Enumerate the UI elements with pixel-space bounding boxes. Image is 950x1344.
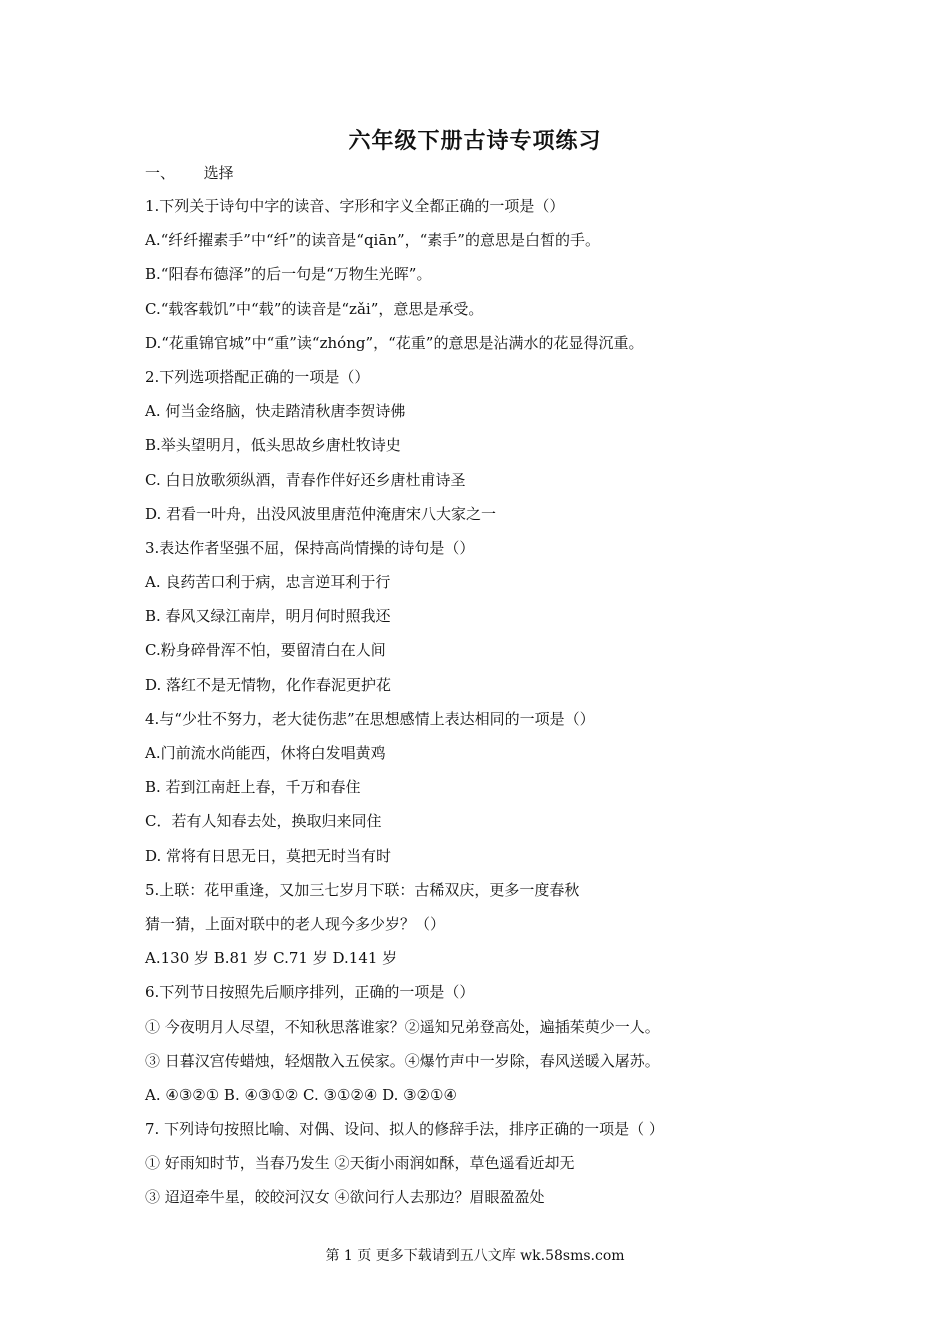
page-footer: 第 1 页 更多下载请到五八文库 wk.58sms.com xyxy=(325,1248,625,1264)
question-6-poems-3-4: ③ 日暮汉宫传蜡烛，轻烟散入五侯家。④爆竹声中一岁除，春风送暖入屠苏。 xyxy=(145,1051,660,1070)
question-2-option-d: D. 君看一叶舟，出没风波里唐范仲淹唐宋八大家之一 xyxy=(145,504,497,523)
page-title: 六年级下册古诗专项练习 xyxy=(348,128,602,154)
question-4-stem: 4.与“少壮不努力，老大徒伤悲”在思想感情上表达相同的一项是（） xyxy=(145,709,595,728)
question-2-option-a: A. 何当金络脑，快走踏清秋唐李贺诗佛 xyxy=(145,402,406,421)
question-3-option-b: B. 春风又绿江南岸，明月何时照我还 xyxy=(145,607,391,626)
question-3-option-c: C.粉身碎骨浑不怕，要留清白在人间 xyxy=(145,641,386,660)
question-6-poems-1-2: ① 今夜明月人尽望，不知秋思落谁家？②遥知兄弟登高处，遍插茱萸少一人。 xyxy=(145,1017,660,1036)
question-5-options: A.130 岁 B.81 岁 C.71 岁 D.141 岁 xyxy=(145,949,398,968)
question-5-prompt: 猜一猜，上面对联中的老人现今多少岁？（） xyxy=(145,914,446,933)
question-2-option-b: B.举头望明月，低头思故乡唐杜牧诗史 xyxy=(145,436,401,455)
question-1-option-a: A.“纤纤擢素手”中“纤”的读音是“qiān”，“素手”的意思是白皙的手。 xyxy=(145,231,600,250)
question-4-option-a: A.门前流水尚能西，休将白发唱黄鸡 xyxy=(145,744,386,762)
question-1-option-c: C.“载客载饥”中“载”的读音是“zǎi”，意思是承受。 xyxy=(145,299,484,318)
question-7-stem: 7. 下列诗句按照比喻、对偶、设问、拟人的修辞手法，排序正确的一项是（ ） xyxy=(145,1120,664,1139)
question-5-stem: 5.上联：花甲重逢，又加三七岁月下联：古稀双庆，更多一度春秋 xyxy=(145,880,580,899)
question-4-option-b: B. 若到江南赶上春，千万和春住 xyxy=(145,778,361,797)
question-6-stem: 6.下列节日按照先后顺序排列，正确的一项是（） xyxy=(145,983,475,1002)
section-heading: 一、 选择 xyxy=(145,164,234,182)
question-2-option-c: C. 白日放歌须纵酒，青春作伴好还乡唐杜甫诗圣 xyxy=(145,470,466,489)
question-4-option-c: C．若有人知春去处，换取归来同住 xyxy=(145,812,382,831)
question-1-option-d: D.“花重锦官城”中“重”读“zhóng”，“花重”的意思是沾满水的花显得沉重。 xyxy=(145,333,644,352)
question-list xyxy=(145,194,825,1220)
question-3-option-d: D. 落红不是无情物，化作春泥更护花 xyxy=(145,675,392,694)
question-1-stem: 1.下列关于诗句中字的读音、字形和字义全都正确的一项是（） xyxy=(145,197,565,215)
question-2-stem: 2.下列选项搭配正确的一项是（） xyxy=(145,367,370,386)
question-4-option-d: D. 常将有日思无日，莫把无时当有时 xyxy=(145,846,392,865)
question-7-poems-1-2: ① 好雨知时节，当春乃发生 ②天街小雨润如酥，草色遥看近却无 xyxy=(145,1154,575,1173)
question-1-option-b: B.“阳春布德泽”的后一句是“万物生光晖”。 xyxy=(145,265,432,284)
question-6-options: A. ④③②① B. ④③①② C. ③①②④ D. ③②①④ xyxy=(145,1085,457,1104)
question-7-poems-3-4: ③ 迢迢牵牛星，皎皎河汉女 ④欲问行人去那边？眉眼盈盈处 xyxy=(145,1188,545,1207)
question-3-stem: 3.表达作者坚强不屈，保持高尚情操的诗句是（） xyxy=(145,538,475,557)
question-3-option-a: A. 良药苦口利于病，忠言逆耳利于行 xyxy=(145,573,391,592)
